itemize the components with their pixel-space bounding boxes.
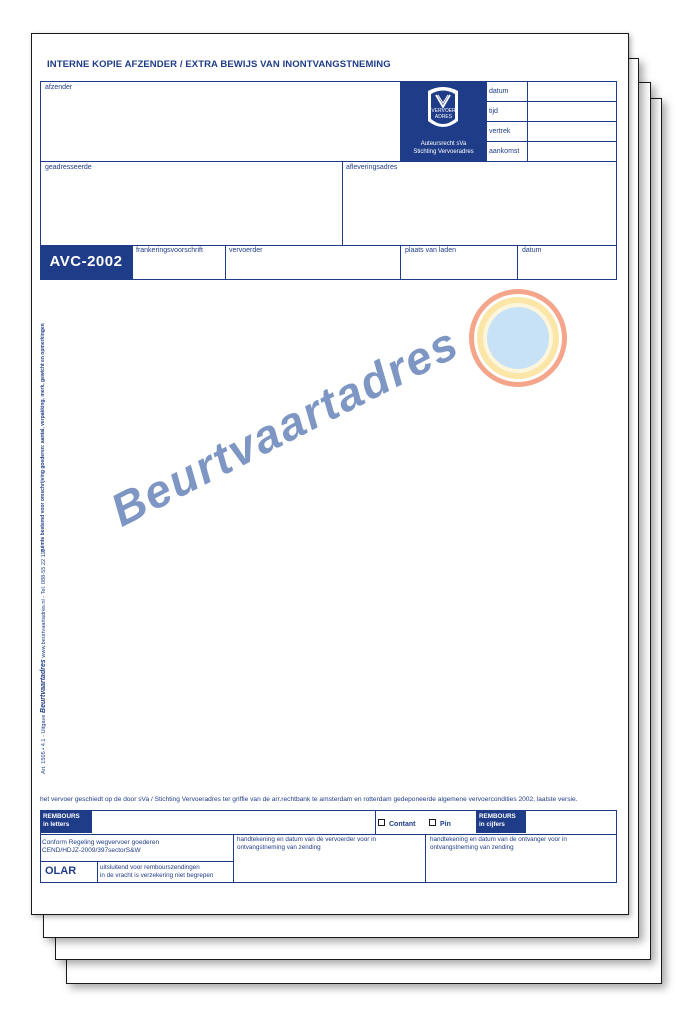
grid-line [40, 161, 617, 162]
grid-line [487, 141, 617, 142]
conform-line1: Conform Regeling wegvervoer goederen [42, 839, 160, 846]
watermark-text: Beurtvaartadres [102, 316, 468, 537]
uitsluitend-line1: uitsluitend voor rembourszendingen [100, 864, 200, 871]
label-afleveringsadres: afleveringsadres [346, 164, 398, 171]
form-code-avc: AVC-2002 [40, 245, 132, 279]
goods-description-side-text: ruimte bestemd voor omschrijving goederen: aantal, verpakking, merk, gewicht en opmerkingen [40, 323, 46, 552]
pin-checkbox[interactable] [429, 819, 436, 826]
vervoeradres-logo [400, 81, 487, 161]
rembours-cijfers-line2: in cijfers [479, 820, 505, 828]
front-form-sheet [31, 33, 629, 915]
vervoerder-signature-line2: ontvangstneming van zending [237, 844, 321, 851]
grid-line [342, 161, 343, 245]
grid-line [487, 101, 617, 102]
ontvanger-signature-line1: handtekening en datum van de ontvanger voor in [430, 836, 567, 843]
label-afzender: afzender [45, 84, 73, 91]
badge-line2: ADRES [434, 114, 453, 120]
conform-line2: CEND/HDJZ-2009/397sectorS&W [42, 847, 141, 854]
grid-line [487, 121, 617, 122]
label-datum-laden: datum [522, 247, 542, 254]
badge-line1: VERVOER [431, 108, 456, 114]
side-text-prefix: Art. 1505 • 4.1 - Uitgave [41, 714, 47, 774]
rembours-letters-tag [40, 811, 92, 833]
olar-label: OLAR [45, 865, 77, 877]
contant-checkbox[interactable] [378, 819, 385, 826]
grid-line [375, 810, 376, 834]
conditions-text: het vervoer geschiedt op de door sVa / Stichting Vervoeradres ter griffie van de arr.rechtbank te amsterdam en rotterdam gedeponeerde algemene vervoercondities 2002, laatste versie. [40, 796, 578, 803]
stamp-circle-icon [467, 287, 569, 389]
label-aankomst: aankomst [489, 148, 520, 155]
label-geadresseerde: geadresseerde [45, 164, 92, 171]
grid-line [425, 834, 426, 883]
label-frankeringsvoorschrift: frankeringsvoorschrift [136, 247, 203, 254]
label-datum: datum [489, 88, 509, 95]
label-tijd: tijd [489, 108, 498, 115]
grid-line [132, 245, 133, 280]
grid-line [40, 834, 617, 835]
vervoerder-signature-line1: handtekening en datum van de vervoerder voor in [237, 836, 376, 843]
contant-label: Contant [389, 821, 416, 828]
rembours-letters-line2: in letters [43, 820, 70, 828]
ontvanger-signature-line2: ontvangstneming van zending [430, 844, 514, 851]
uitsluitend-line2: in de vracht is verzekering niet begrepen [100, 872, 214, 879]
grid-line [400, 245, 401, 280]
rembours-letters-line1: REMBOURS [43, 813, 80, 820]
grid-line [40, 861, 233, 862]
side-text-brand: Beurtvaartadres [40, 659, 47, 713]
rembours-cijfers-line1: REMBOURS [479, 813, 516, 820]
logo-caption-line1: Auteursrecht sVa [420, 141, 467, 147]
label-vertrek: vertrek [489, 128, 511, 135]
pin-label: Pin [440, 821, 451, 828]
side-text-suffix: www.beurtvaartadres.nl - Tel. 088-55 22 111 [41, 548, 47, 658]
label-vervoerder: vervoerder [229, 247, 263, 254]
logo-caption-line2: Stichting Vervoeradres [413, 149, 474, 155]
grid-line [97, 861, 98, 883]
label-plaats-van-laden: plaats van laden [405, 247, 456, 254]
rembours-cijfers-tag [476, 811, 526, 833]
grid-line [517, 245, 518, 280]
form-title: INTERNE KOPIE AFZENDER / EXTRA BEWIJS VAN INONTVANGSTNEMING [47, 59, 391, 70]
grid-line [225, 245, 226, 280]
grid-line [233, 834, 234, 883]
